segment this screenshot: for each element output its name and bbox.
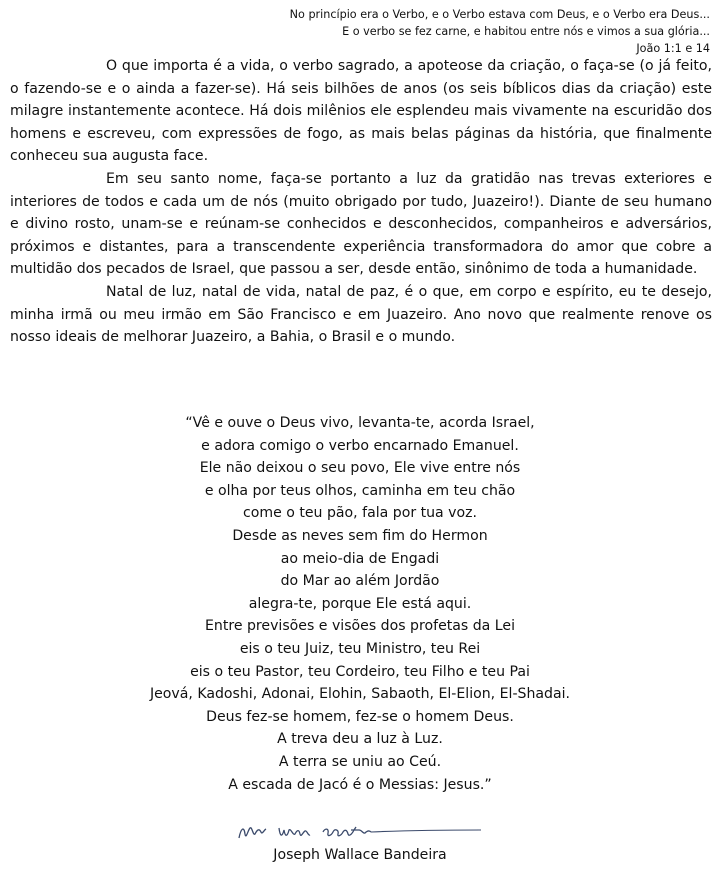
poem-line: Ele não deixou o seu povo, Ele vive entre nós [199,460,521,477]
poem-line: A escada de Jacó é o Messias: Jesus.” [228,776,492,793]
poem-line: Jeová, Kadoshi, Adonai, Elohin, Sabaoth, El-Elion, El-Shadai. [149,686,571,703]
poem-line: Deus fez-se homem, fez-se o homem Deus. [206,708,514,725]
epigraph-reference: João 1:1 e 14 [636,42,710,55]
poem-line: “Vê e ouve o Deus vivo, levanta-te, acorda Israel, [185,415,535,431]
poem-line: eis o teu Juiz, teu Ministro, teu Rei [239,640,481,657]
poem-line: Entre previsões e visões dos profetas da Lei [204,618,515,635]
epigraph-line: No princípio era o Verbo, e o Verbo estava com Deus, e o Verbo era Deus... [289,8,710,21]
poem [0,412,720,796]
poem-line: Desde as neves sem fim do Hermon [232,527,488,544]
body-text [10,55,712,349]
poem-line: e adora comigo o verbo encarnado Emanuel. [201,437,519,454]
poem-line: A treva deu a luz à Luz. [277,731,443,748]
poem-line: alegra-te, porque Ele está aqui. [248,595,472,612]
paragraph: O que importa é a vida, o verbo sagrado, a apoteose da criação, o faça-se (o já feito, o fazendo-se e o ainda a fazer-se). Há seis bilhões de anos (os seis bíblicos dias da criação) este milagre instantemente acontece. Há dois milênios ele esplendeu mais vivamente na escuridão dos homens e escreveu, com expressões de fogo, as mais belas páginas da história, que finalmente conheceu sua augusta face. [10,58,712,165]
epigraph-line: E o verbo se fez carne, e habitou entre nós e vimos a sua glória... [342,25,710,38]
handwritten-signature [235,818,485,846]
epigraph [190,6,710,57]
poem-line: ao meio-dia de Engadi [280,550,440,567]
poem-line: eis o teu Pastor, teu Cordeiro, teu Filho e teu Pai [190,663,530,680]
author-name: Joseph Wallace Bandeira [273,847,447,863]
poem-line: do Mar ao além Jordão [280,573,440,590]
paragraph: Em seu santo nome, faça-se portanto a luz da gratidão nas trevas exteriores e interiores de todos e cada um de nós (muito obrigado por tudo, Juazeiro!). Diante de seu humano e divino rosto, unam-se e reúnam-se conhecidos e desconhecidos, companheiros e adversários, próximos e distantes, para a transcendente experiência transformadora do amor que cobre a multidão dos pecados de Israel, que passou a ser, desde então, sinônimo de toda a humanidade. [10,170,712,278]
poem-line: e olha por teus olhos, caminha em teu chão [204,482,516,499]
paragraph: Natal de luz, natal de vida, natal de paz, é o que, em corpo e espírito, eu te desejo, minha irmã ou meu irmão em São Francisco e em Juazeiro. Ano novo que realmente renove os nosso ideais de melhorar Juazeiro, a Bahia, o Brasil e o mundo. [10,283,712,346]
poem-line: come o teu pão, fala por tua voz. [242,505,478,522]
poem-line: A terra se uniu ao Ceú. [278,753,442,770]
